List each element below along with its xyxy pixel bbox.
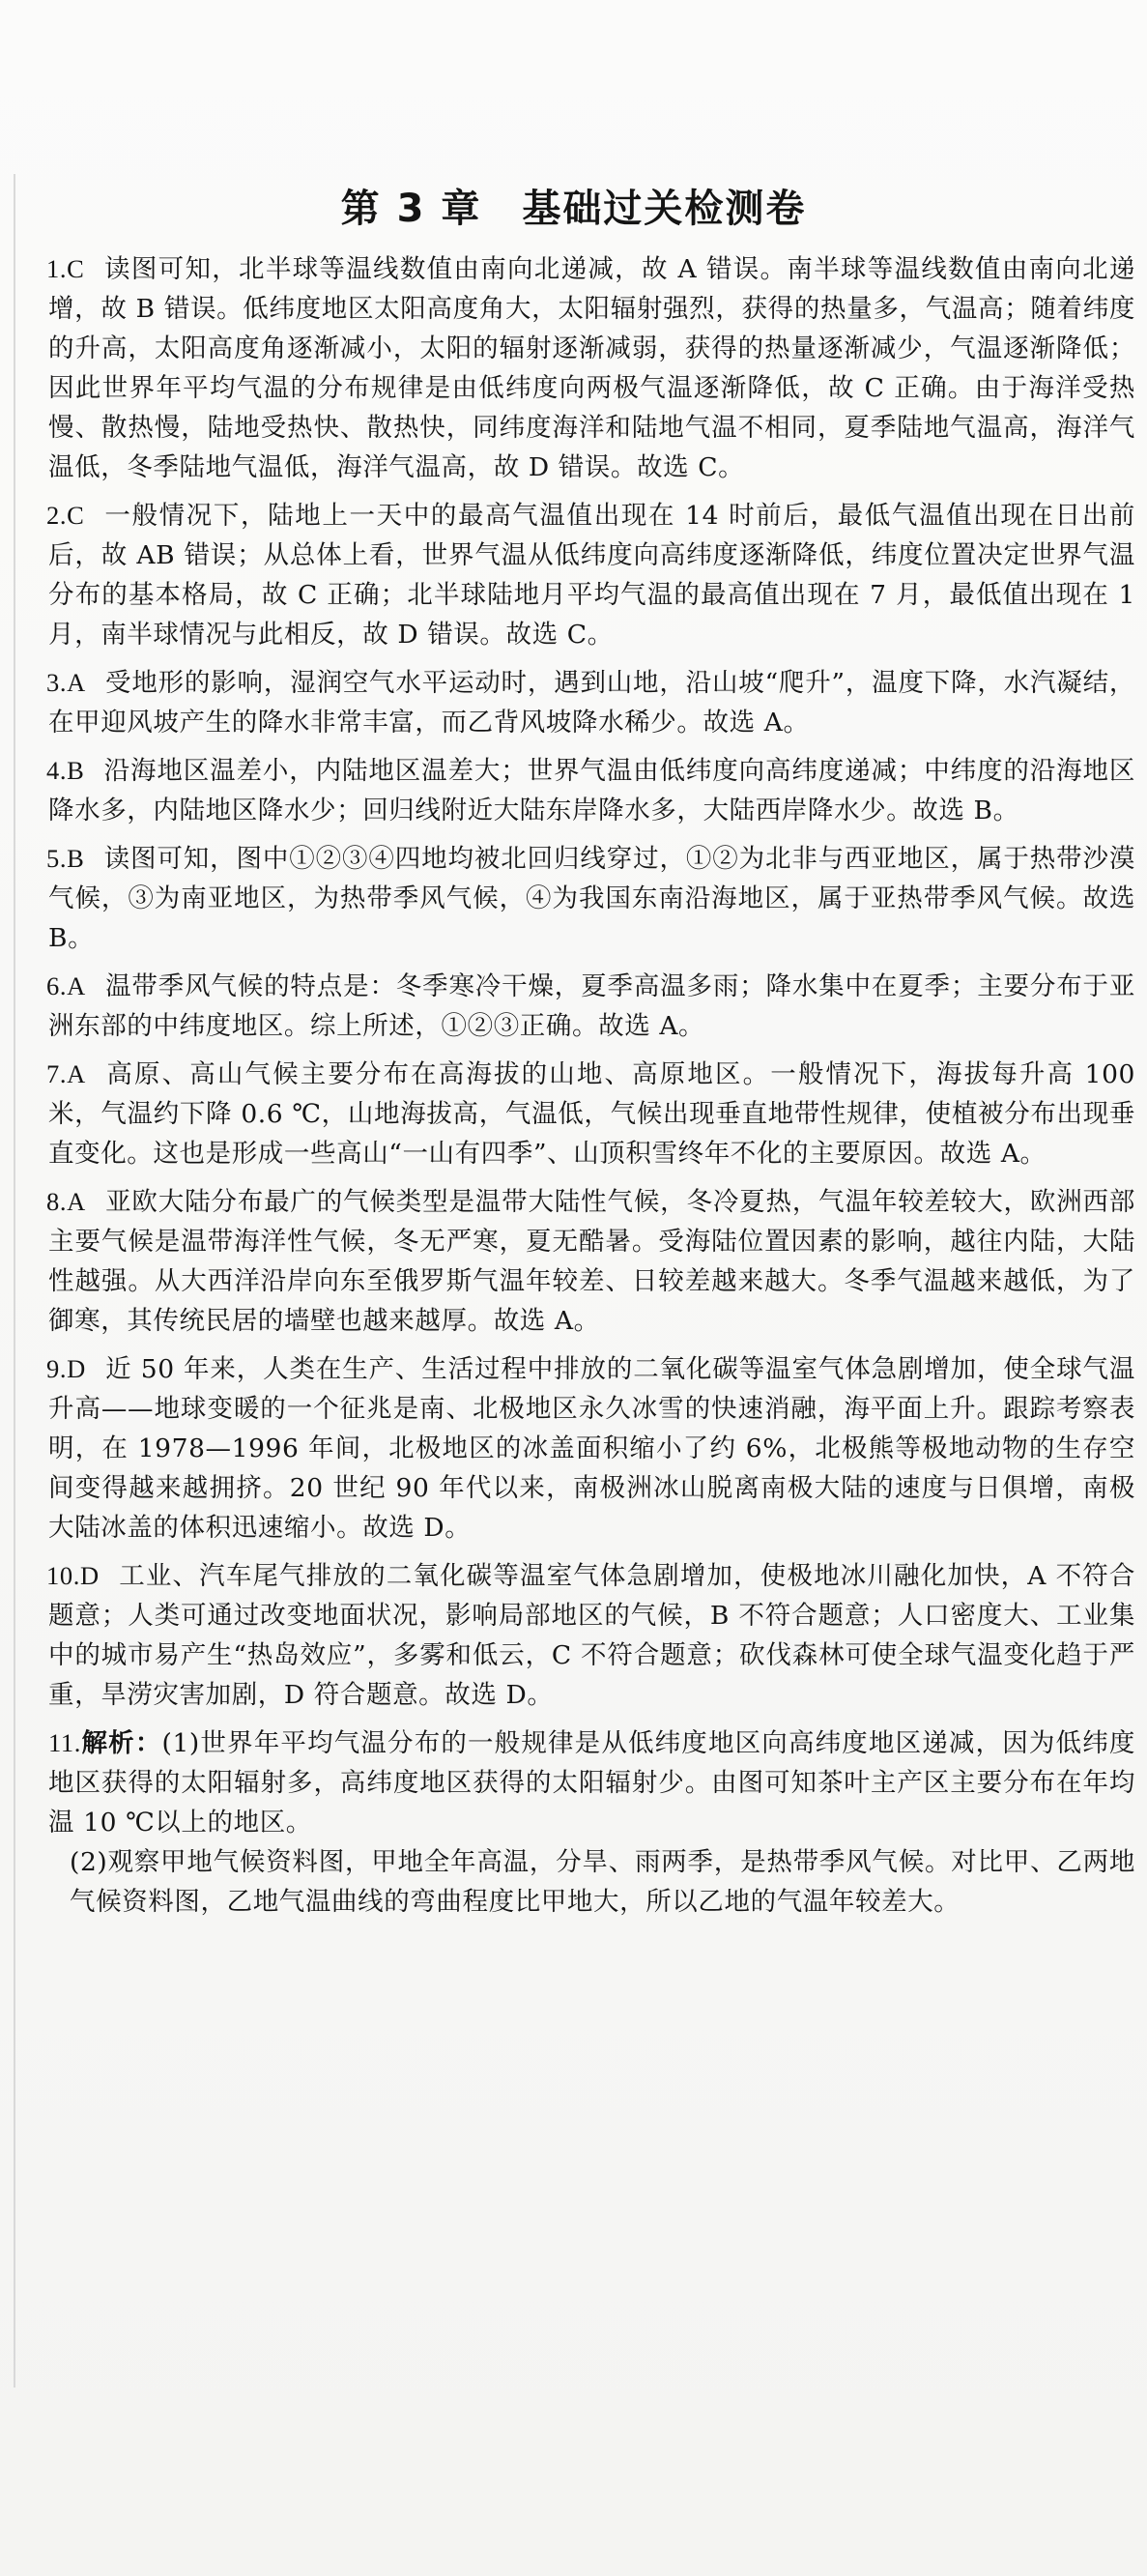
answer-item-8 bbox=[48, 1182, 1135, 1341]
item-explanation: 受地形的影响，湿润空气水平运动时，遇到山地，沿山坡“爬升”，温度下降，水汽凝结，在甲迎风坡产生的降水非常丰富，而乙背风坡降水稀少。故选 A。 bbox=[48, 668, 1135, 738]
item-number: 5. bbox=[46, 844, 68, 873]
item-answer: A bbox=[67, 971, 86, 1000]
answer-list bbox=[48, 249, 1135, 1922]
item-number: 6. bbox=[46, 971, 68, 1000]
item-explanation: 读图可知，图中①②③④四地均被北回归线穿过，①②为北非与西亚地区，属于热带沙漠气候，③为南亚地区，为热带季风气候，④为我国东南沿海地区，属于亚热带季风气候。故选 B。 bbox=[48, 844, 1135, 953]
item-number: 2. bbox=[46, 501, 68, 530]
analysis-label: 解析： bbox=[80, 1728, 162, 1758]
item-answer: A bbox=[67, 668, 86, 697]
item-number: 9. bbox=[46, 1354, 68, 1383]
answer-item-3 bbox=[48, 663, 1135, 742]
item-number: 1. bbox=[46, 254, 68, 283]
answer-item-11 bbox=[48, 1723, 1135, 1922]
answer-item-2 bbox=[48, 496, 1135, 654]
item-explanation-part2: (2)观察甲地气候资料图，甲地全年高温，分旱、雨两季，是热带季风气候。对比甲、乙两地气候资料图，乙地气温曲线的弯曲程度比甲地大，所以乙地的气温年较差大。 bbox=[70, 1847, 1135, 1917]
item-explanation: 温带季风气候的特点是：冬季寒冷干燥，夏季高温多雨；降水集中在夏季；主要分布于亚洲东部的中纬度地区。综上所述，①②③正确。故选 A。 bbox=[48, 971, 1135, 1041]
item-explanation-part1: (1)世界年平均气温分布的一般规律是从低纬度地区向高纬度地区递减，因为低纬度地区获得的太阳辐射多，高纬度地区获得的太阳辐射少。由图可知茶叶主产区主要分布在年均温 10 ℃以上的地区。 bbox=[48, 1728, 1135, 1838]
item-number: 8. bbox=[46, 1187, 68, 1216]
item-answer: A bbox=[67, 1187, 86, 1216]
answer-item-6 bbox=[48, 967, 1135, 1046]
page-title: 第 3 章 基础过关检测卷 bbox=[340, 187, 807, 231]
answer-item-9 bbox=[48, 1349, 1135, 1548]
item-answer: C bbox=[67, 501, 85, 530]
item-explanation: 一般情况下，陆地上一天中的最高气温值出现在 14 时前后，最低气温值出现在日出前后，故 AB 错误；从总体上看，世界气温从低纬度向高纬度逐渐降低，纬度位置决定世界气温分布的基本格局，故 C 正确；北半球陆地月平均气温的最高值出现在 7 月，最低值出现在 1 月，南半球情况与此相反，故 D 错误。故选 C。 bbox=[48, 501, 1135, 650]
item-number: 10. bbox=[46, 1561, 80, 1590]
item-explanation: 近 50 年来，人类在生产、生活过程中排放的二氧化碳等温室气体急剧增加，使全球气温升高——地球变暖的一个征兆是南、北极地区永久冰雪的快速消融，海平面上升。跟踪考察表明，在 1978—1996 年间，北极地区的冰盖面积缩小了约 6%，北极熊等极地动物的生存空间变得越来越拥挤。20 世纪 90 年代以来，南极洲冰山脱离南极大陆的速度与日俱增，南极大陆冰盖的体积迅速缩小。故选 D。 bbox=[48, 1354, 1135, 1543]
item-answer: B bbox=[67, 844, 85, 873]
item-number: 3. bbox=[46, 668, 68, 697]
answer-item-4 bbox=[48, 751, 1135, 830]
item-answer: C bbox=[67, 254, 85, 283]
answer-item-1 bbox=[48, 249, 1135, 487]
item-explanation: 沿海地区温差小，内陆地区温差大；世界气温由低纬度向高纬度递减；中纬度的沿海地区降水多，内陆地区降水少；回归线附近大陆东岸降水多，大陆西岸降水少。故选 B。 bbox=[48, 756, 1135, 825]
item-answer: D bbox=[79, 1561, 100, 1590]
margin-line bbox=[14, 174, 15, 2388]
item-answer: B bbox=[67, 756, 85, 785]
answer-item-10 bbox=[48, 1556, 1135, 1715]
item-number: 11. bbox=[48, 1728, 81, 1757]
item-explanation: 亚欧大陆分布最广的气候类型是温带大陆性气候，冬冷夏热，气温年较差较大，欧洲西部主要气候是温带海洋性气候，冬无严寒，夏无酷暑。受海陆位置因素的影响，越往内陆，大陆性越强。从大西洋沿岸向东至俄罗斯气温年较差、日较差越来越大。冬季气温越来越低，为了御寒，其传统民居的墙壁也越来越厚。故选 A。 bbox=[48, 1187, 1135, 1336]
item-explanation: 工业、汽车尾气排放的二氧化碳等温室气体急剧增加，使极地冰川融化加快，A 不符合题意；人类可通过改变地面状况，影响局部地区的气候，B 不符合题意；人口密度大、工业集中的城市易产生“热岛效应”，多雾和低云，C 不符合题意；砍伐森林可使全球气温变化趋于严重，旱涝灾害加剧，D 符合题意。故选 D。 bbox=[48, 1561, 1135, 1710]
answer-item-5 bbox=[48, 839, 1135, 958]
item-answer: D bbox=[67, 1354, 86, 1383]
item-number: 7. bbox=[46, 1059, 68, 1088]
answer-item-7 bbox=[48, 1055, 1135, 1173]
item-answer: A bbox=[67, 1059, 86, 1088]
item-explanation: 读图可知，北半球等温线数值由南向北递减，故 A 错误。南半球等温线数值由南向北递增，故 B 错误。低纬度地区太阳高度角大，太阳辐射强烈，获得的热量多，气温高；随着纬度的升高，太阳高度角逐渐减小，太阳的辐射逐渐减弱，获得的热量逐渐减少，气温逐渐降低；因此世界年平均气温的分布规律是由低纬度向两极气温逐渐降低，故 C 正确。由于海洋受热慢、散热慢，陆地受热快、散热快，同纬度海洋和陆地气温不相同，夏季陆地气温高，海洋气温低，冬季陆地气温低，海洋气温高，故 D 错误。故选 C。 bbox=[48, 254, 1135, 482]
item-number: 4. bbox=[46, 756, 68, 785]
item-explanation: 高原、高山气候主要分布在高海拔的山地、高原地区。一般情况下，海拔每升高 100 米，气温约下降 0.6 ℃，山地海拔高，气温低，气候出现垂直地带性规律，使植被分布出现垂直变化。这也是形成一些高山“一山有四季”、山顶积雪终年不化的主要原因。故选 A。 bbox=[48, 1059, 1135, 1169]
